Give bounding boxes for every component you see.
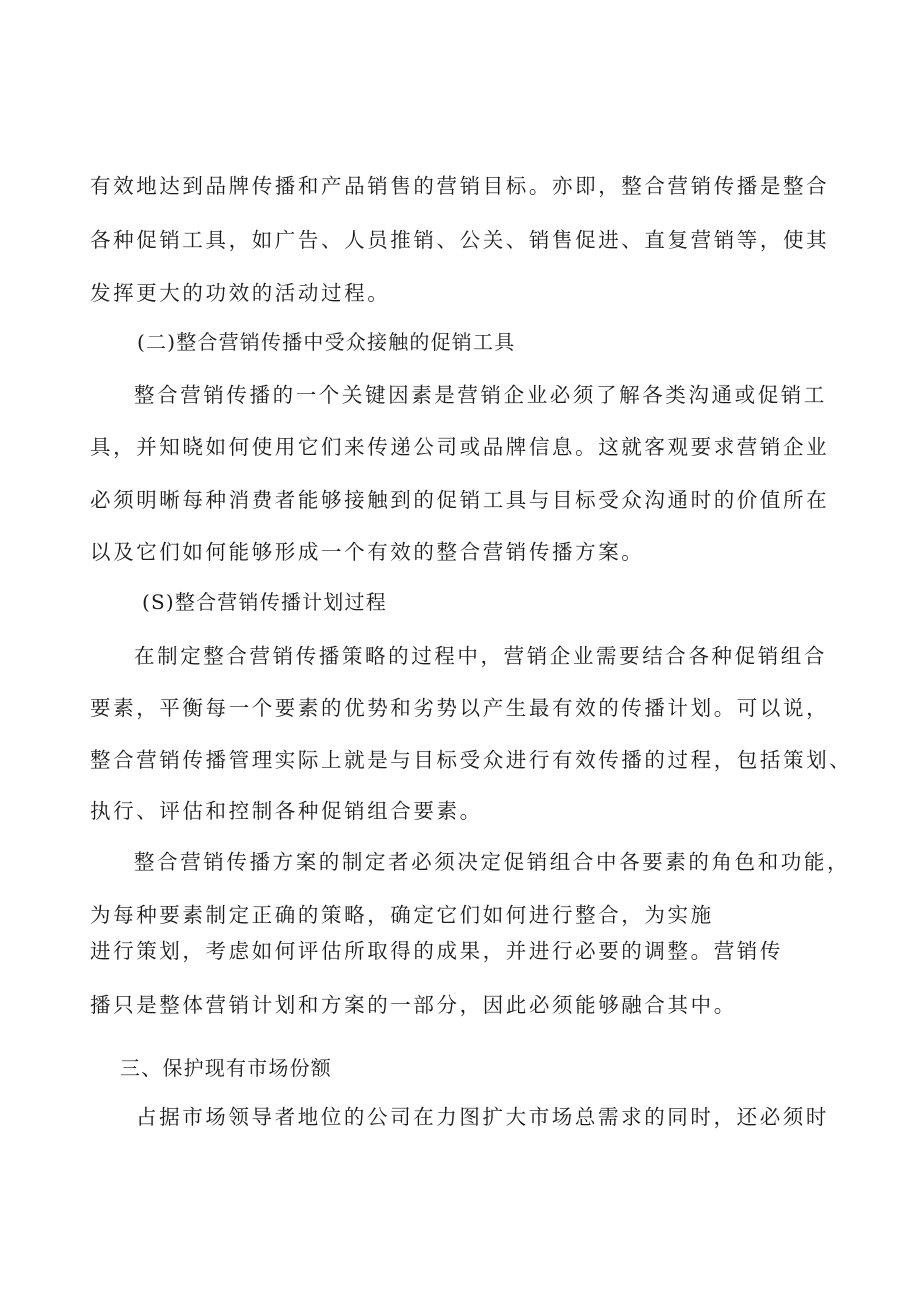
section-heading: 三、保护现有市场份额 (120, 1056, 332, 1080)
body-text-line: 播只是整体营销计划和方案的一部分，因此必须能够融合其中。 (90, 993, 737, 1017)
body-text-line: 进行策划，考虑如何评估所取得的成果，并进行必要的调整。营销传 (90, 939, 783, 963)
section-heading: (S)整合营销传播计划过程 (142, 590, 387, 614)
body-text-line: 有效地达到品牌传播和产品销售的营销目标。亦即，整合营销传播是整合 (90, 174, 830, 198)
body-text-line: 整合营销传播管理实际上就是与目标受众进行有效传播的过程，包括策划、 (90, 748, 853, 772)
body-text-line: 各种促销工具，如广告、人员推销、公关、销售促进、直复营销等，使其 (90, 228, 830, 252)
paragraph-first-line: 整合营销传播的一个关键因素是营销企业必须了解各类沟通或促销工 (134, 383, 827, 407)
paragraph-first-line: 占据市场领导者地位的公司在力图扩大市场总需求的同时，还必须时 (136, 1105, 829, 1129)
body-text-line: 以及它们如何能够形成一个有效的整合营销传播方案。 (90, 540, 645, 564)
paragraph-first-line: 整合营销传播方案的制定者必须决定促销组合中各要素的角色和功能， (134, 850, 851, 874)
section-heading: (二)整合营销传播中受众接触的促销工具 (137, 330, 516, 354)
body-text-line: 要素，平衡每一个要素的优势和劣势以产生最有效的传播计划。可以说， (90, 696, 830, 720)
body-text-line: 发挥更大的功效的活动过程。 (90, 281, 391, 305)
body-text-line: 具，并知晓如何使用它们来传递公司或品牌信息。这就客观要求营销企业 (90, 435, 830, 459)
paragraph-first-line: 在制定整合营销传播策略的过程中，营销企业需要结合各种促销组合 (134, 644, 827, 668)
body-text-line: 执行、评估和控制各种促销组合要素。 (90, 799, 483, 823)
body-text-line: 为每种要素制定正确的策略，确定它们如何进行整合，为实施 (90, 903, 714, 927)
body-text-line: 必须明晰每种消费者能够接触到的促销工具与目标受众沟通时的价值所在 (90, 488, 830, 512)
